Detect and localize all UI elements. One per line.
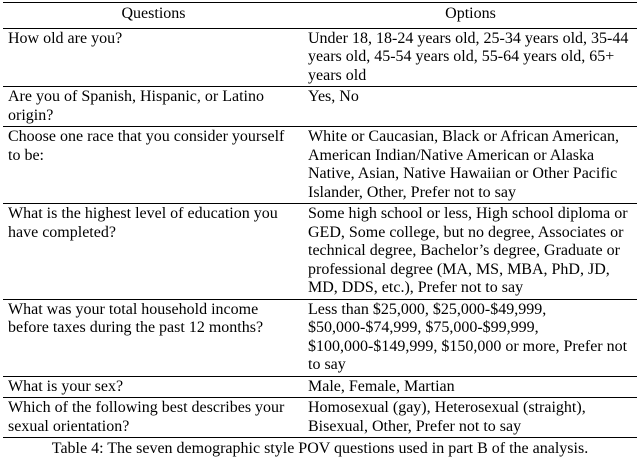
options-cell: Some high school or less, High school diploma or GED, Some college, but no degree, Associates or technical degree, Bachelor’s degree, Graduate or professional degree (MA, MS, MBA, PhD, JD, MD, DDS, etc.), Prefer not to say — [303, 204, 637, 300]
options-cell: Yes, No — [303, 87, 637, 127]
question-cell: Are you of Spanish, Hispanic, or Latino origin? — [3, 87, 303, 127]
table-header — [3, 3, 637, 29]
table-caption: Table 4: The seven demographic style POV questions used in part B of the analysis. — [51, 440, 589, 457]
table-row — [3, 398, 637, 438]
header-questions: Questions — [3, 3, 303, 29]
question-cell: What is the highest level of education you have completed? — [3, 204, 303, 300]
options-cell: Homosexual (gay), Heterosexual (straight), Bisexual, Other, Prefer not to say — [303, 398, 637, 438]
demographic-questions-table — [3, 2, 637, 438]
options-cell: White or Caucasian, Black or African American, American Indian/Native American or Alaska Native, Asian, Native Hawaiian or Other Pacific Islander, Other, Prefer not to say — [303, 127, 637, 204]
table-row — [3, 204, 637, 300]
table-row — [3, 127, 637, 204]
table-row — [3, 376, 637, 398]
table-row — [3, 28, 637, 87]
question-cell: What is your sex? — [3, 376, 303, 398]
header-row — [3, 3, 637, 29]
table-body — [3, 28, 637, 438]
table-row — [3, 87, 637, 127]
question-cell: Which of the following best describes your sexual orientation? — [3, 398, 303, 438]
question-cell: What was your total household income before taxes during the past 12 months? — [3, 299, 303, 376]
question-cell: How old are you? — [3, 28, 303, 87]
question-cell: Choose one race that you consider yourself to be: — [3, 127, 303, 204]
options-cell: Less than $25,000, $25,000-$49,999, $50,000-$74,999, $75,000-$99,999, $100,000-$149,999, $150,000 or more, Prefer not to say — [303, 299, 637, 376]
options-cell: Male, Female, Martian — [303, 376, 637, 398]
header-options: Options — [303, 3, 637, 29]
table-row — [3, 299, 637, 376]
options-cell: Under 18, 18-24 years old, 25-34 years old, 35-44 years old, 45-54 years old, 55-64 years old, 65+ years old — [303, 28, 637, 87]
